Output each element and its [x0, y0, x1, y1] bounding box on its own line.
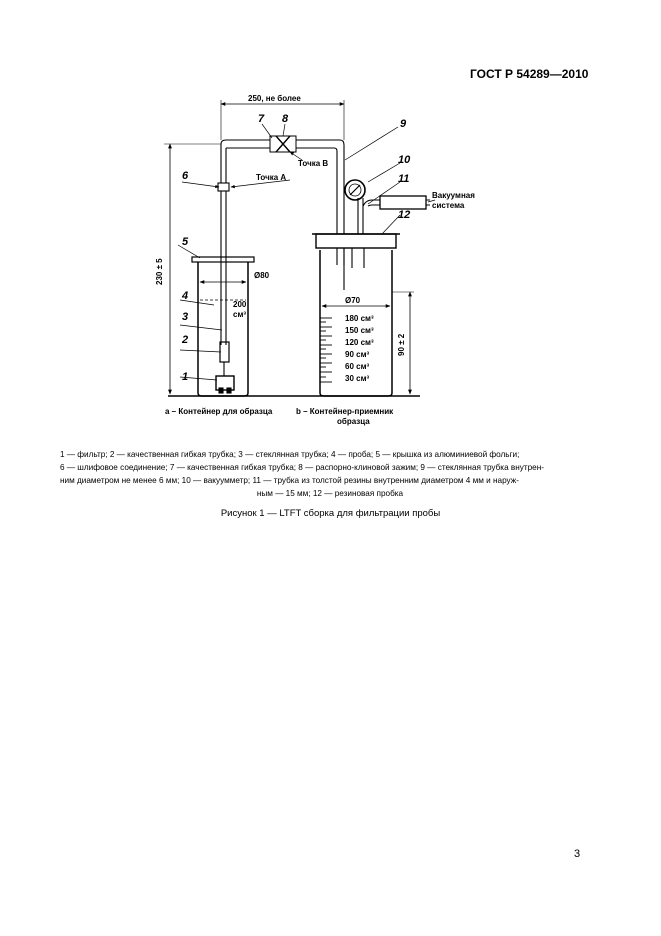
num-4: 4 [182, 290, 189, 302]
standard-header: ГОСТ Р 54289—2010 [470, 67, 589, 81]
num-6: 6 [182, 170, 189, 182]
diam-a: Ø80 [254, 271, 270, 280]
num-8: 8 [282, 113, 289, 125]
num-1: 1 [182, 371, 189, 383]
num-11: 11 [398, 173, 410, 185]
foil-lid [192, 257, 254, 262]
diam-b: Ø70 [345, 296, 361, 305]
vacuum-label-2: система [432, 201, 465, 210]
scale-180: 180 см³ [345, 314, 374, 323]
label-container-a: а – Контейнер для образца [165, 407, 273, 416]
dim-height: 230 ± 5 [155, 258, 164, 285]
num-9: 9 [400, 118, 407, 130]
legend-line-1: 1 — фильтр; 2 — качественная гибкая трубка; 3 — стеклянная трубка; 4 — проба; 5 — крышка из алюминиевой фольги; [60, 450, 520, 459]
point-b: Точка В [298, 159, 329, 168]
container-a [192, 144, 254, 396]
point-a: Точка А [256, 173, 287, 182]
dim-depth: 90 ± 2 [397, 333, 406, 356]
num-12: 12 [398, 209, 411, 221]
scale-90: 90 см³ [345, 350, 370, 359]
legend-line-2: 6 — шлифовое соединение; 7 — качественная гибкая трубка; 8 — распорно-клиновой зажим; 9 — стеклянная трубка внутрен- [60, 463, 544, 472]
num-10: 10 [398, 154, 411, 166]
num-2: 2 [182, 334, 189, 346]
legend-line-3: ним диаметром не менее 6 мм; 10 — вакуумметр; 11 — трубка из толстой резины внутренним диаметром 4 мм и наруж- [60, 476, 519, 485]
figure-legend [60, 448, 600, 500]
scale-120: 120 см³ [345, 338, 374, 347]
vacuum-label-1: Вакуумная [432, 191, 475, 200]
vol-a-unit: см³ [233, 310, 247, 319]
num-3: 3 [182, 311, 189, 323]
vol-a: 200 [233, 300, 247, 309]
rubber-stopper [316, 234, 396, 248]
num-5: 5 [182, 236, 189, 248]
dim-width: 250, не более [248, 94, 301, 103]
page-number: 3 [574, 848, 581, 860]
label-container-b-1: b – Контейнер-приемник [296, 407, 394, 416]
rubber-tube [380, 196, 426, 209]
scale-30: 30 см³ [345, 374, 370, 383]
num-7: 7 [258, 113, 265, 125]
figure-title: Рисунок 1 — LTFT сборка для фильтрации пробы [220, 508, 441, 519]
label-container-b-2: образца [337, 417, 370, 426]
legend-line-4: ным — 15 мм; 12 — резиновая пробка [256, 489, 404, 498]
scale-150: 150 см³ [345, 326, 374, 335]
scale-60: 60 см³ [345, 362, 370, 371]
